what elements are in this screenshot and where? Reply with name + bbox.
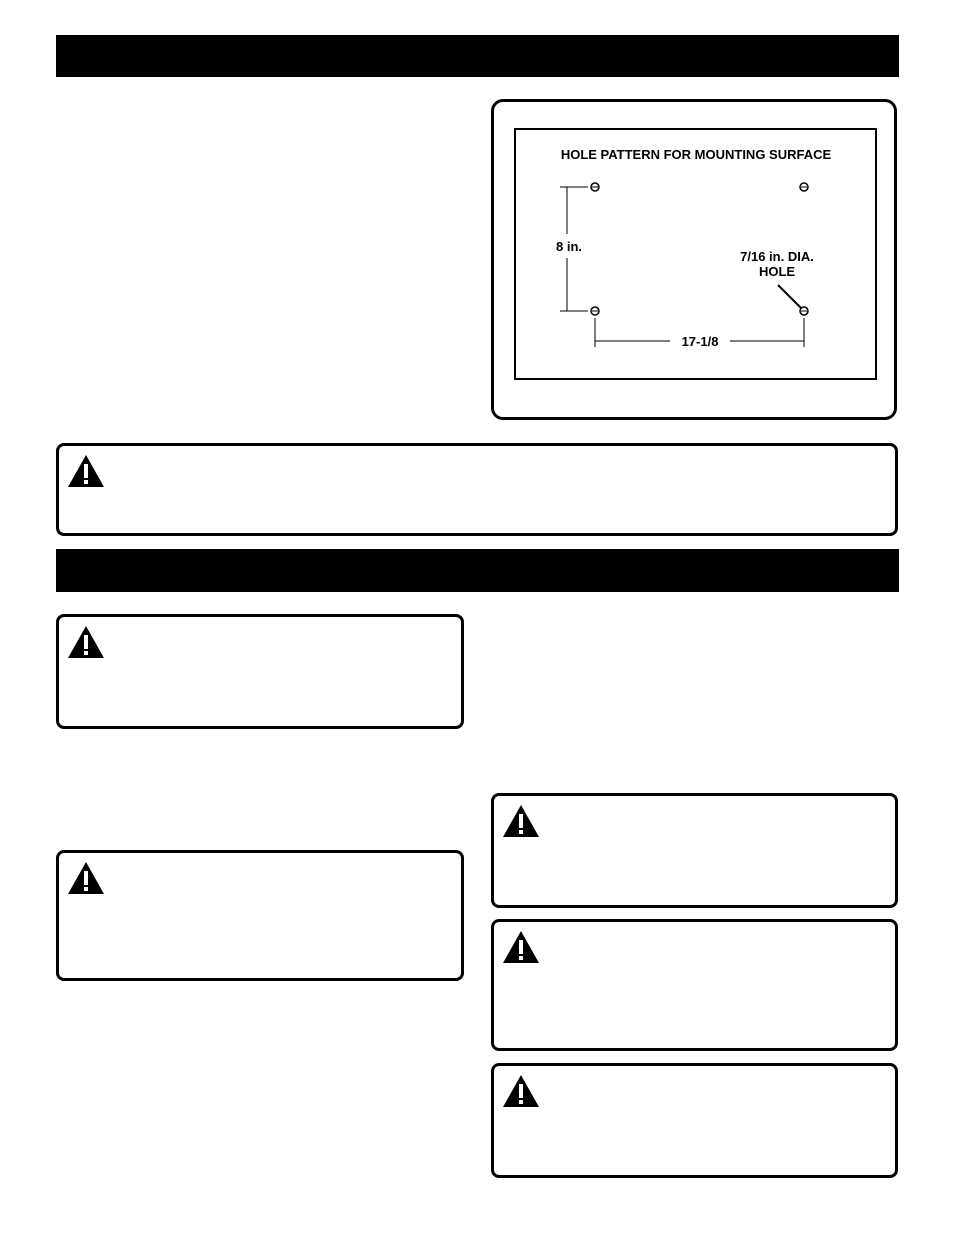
hole-pattern-diagram — [516, 130, 875, 378]
mounting-hole-pattern-figure — [491, 99, 897, 420]
warning-box-left-1 — [56, 614, 464, 729]
warning-triangle-icon — [67, 454, 105, 488]
warning-box-left-2 — [56, 850, 464, 981]
warning-triangle-icon — [502, 804, 540, 838]
figure-frame — [514, 128, 877, 380]
warning-triangle-icon — [67, 861, 105, 895]
hole-top-left — [591, 183, 599, 191]
vertical-dimension-label: 8 in. — [555, 239, 583, 254]
warning-triangle-icon — [502, 1074, 540, 1108]
warning-box-right-3 — [491, 1063, 898, 1178]
section-header-bar-top — [56, 35, 899, 77]
hole-top-right — [800, 183, 808, 191]
hole-label-line2: HOLE — [758, 264, 796, 279]
warning-triangle-icon — [67, 625, 105, 659]
hole-bottom-left — [591, 307, 599, 315]
hole-bottom-right — [800, 307, 808, 315]
warning-box-right-2 — [491, 919, 898, 1051]
horizontal-dimension-label: 17-1/8 — [681, 334, 719, 349]
warning-box-right-1 — [491, 793, 898, 908]
warning-box-full-width — [56, 443, 898, 536]
section-header-bar-middle — [56, 549, 899, 592]
warning-triangle-icon — [502, 930, 540, 964]
hole-callout-leader — [778, 285, 801, 308]
diagram-title: HOLE PATTERN FOR MOUNTING SURFACE — [560, 147, 832, 162]
hole-label-line1: 7/16 in. DIA. — [740, 249, 814, 264]
